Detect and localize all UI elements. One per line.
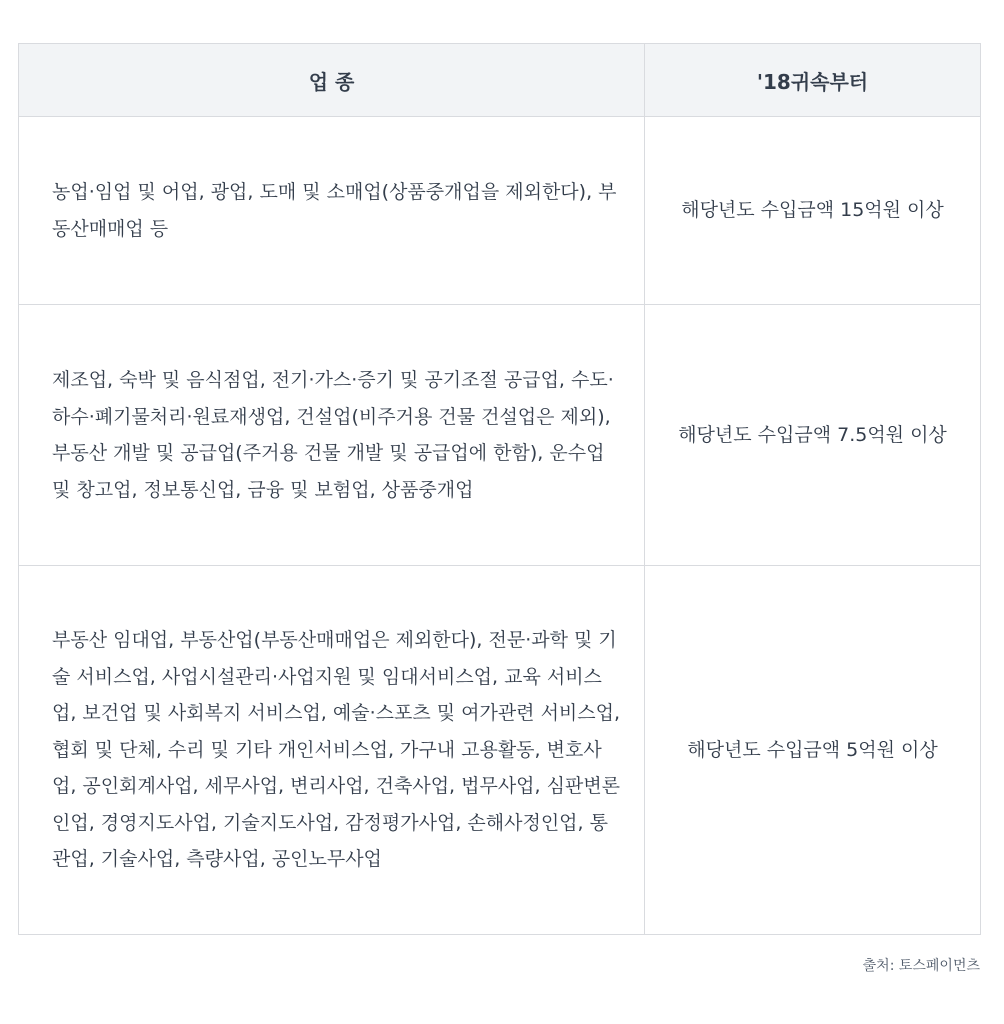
industry-threshold-table — [18, 43, 981, 935]
header-threshold: '18귀속부터 — [645, 44, 981, 117]
industry-cell: 제조업, 숙박 및 음식점업, 전기·가스·증기 및 공기조절 공급업, 수도·하수·폐기물처리·원료재생업, 건설업(비주거용 건물 건설업은 제외), 부동산 개발 및 공급업(주거용 건물 개발 및 공급업에 한함), 운수업 및 창고업, 정보통신업, 금융 및 보험업, 상품중개업 — [19, 305, 645, 566]
industry-cell: 농업·임업 및 어업, 광업, 도매 및 소매업(상품중개업을 제외한다), 부동산매매업 등 — [19, 117, 645, 305]
table-header-row — [19, 44, 981, 117]
table-row — [19, 117, 981, 305]
header-industry: 업 종 — [19, 44, 645, 117]
source-caption: 출처: 토스페이먼츠 — [862, 958, 980, 974]
table-row — [19, 566, 981, 935]
industry-threshold-table-container — [18, 43, 980, 935]
threshold-cell: 해당년도 수입금액 5억원 이상 — [645, 566, 981, 935]
industry-cell: 부동산 임대업, 부동산업(부동산매매업은 제외한다), 전문·과학 및 기술 서비스업, 사업시설관리·사업지원 및 임대서비스업, 교육 서비스업, 보건업 및 사회복지 서비스업, 예술·스포츠 및 여가관련 서비스업, 협회 및 단체, 수리 및 기타 개인서비스업, 가구내 고용활동, 변호사업, 공인회계사업, 세무사업, 변리사업, 건축사업, 법무사업, 심판변론인업, 경영지도사업, 기술지도사업, 감정평가사업, 손해사정인업, 통관업, 기술사업, 측량사업, 공인노무사업 — [19, 566, 645, 935]
threshold-cell: 해당년도 수입금액 15억원 이상 — [645, 117, 981, 305]
table-row — [19, 305, 981, 566]
threshold-cell: 해당년도 수입금액 7.5억원 이상 — [645, 305, 981, 566]
